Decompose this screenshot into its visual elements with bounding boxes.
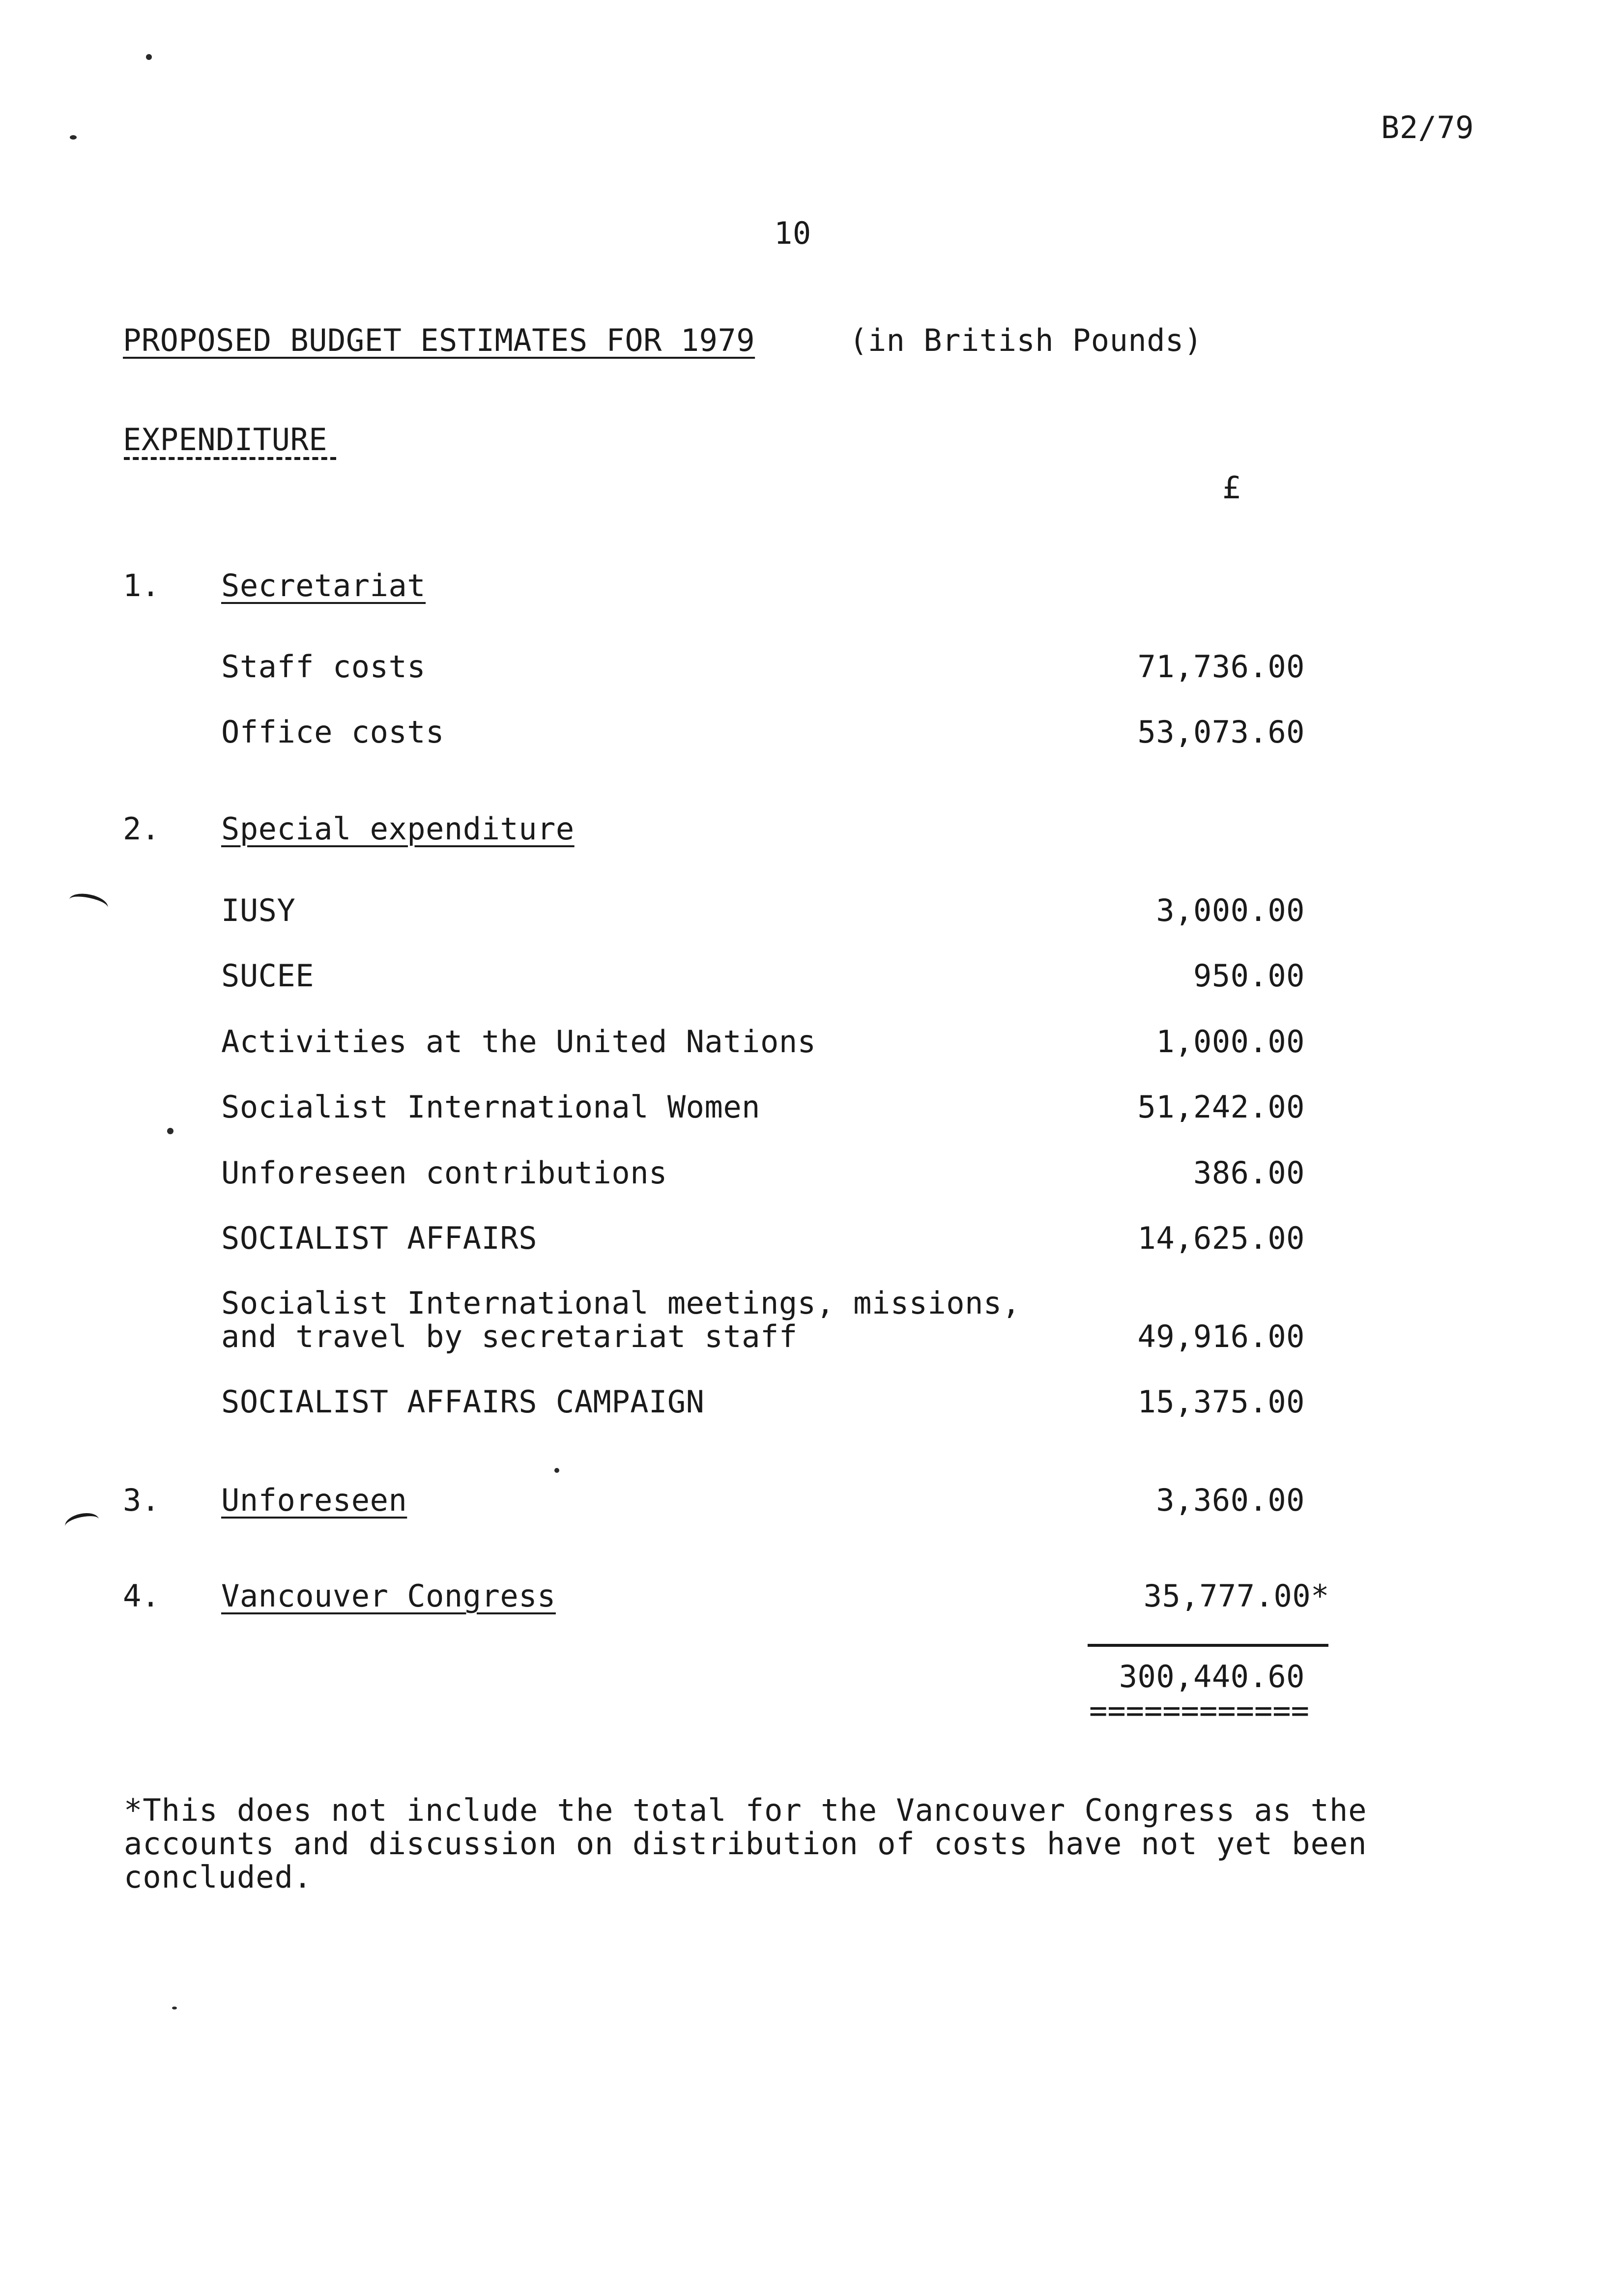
line-item-amount: 51,242.00 <box>1137 1089 1305 1125</box>
line-item-amount: 53,073.60 <box>1137 714 1305 750</box>
line-item-amount: 386.00 <box>1193 1155 1305 1191</box>
line-item-amount: 71,736.00 <box>1137 649 1305 685</box>
line-item-label: Socialist International meetings, missions, <box>221 1285 1021 1321</box>
line-item-label: Socialist International Women <box>221 1089 760 1125</box>
section-number: 3. <box>123 1482 160 1518</box>
section-heading: Unforeseen <box>221 1482 407 1518</box>
line-item-amount: 1,000.00 <box>1156 1024 1305 1060</box>
section-number: 2. <box>123 811 160 847</box>
line-item-label: SOCIALIST AFFAIRS <box>221 1220 538 1256</box>
section-amount: 35,777.00* <box>1143 1578 1329 1614</box>
scan-mark-arc <box>67 890 110 917</box>
line-item-amount: 15,375.00 <box>1137 1384 1305 1420</box>
line-item-amount: 3,000.00 <box>1156 892 1305 928</box>
scan-speck <box>172 2007 177 2009</box>
document-title: PROPOSED BUDGET ESTIMATES FOR 1979 <box>123 322 755 358</box>
section-heading: Vancouver Congress <box>221 1578 556 1614</box>
line-item-label: IUSY <box>221 892 296 928</box>
scan-speck <box>167 1128 173 1134</box>
total-rule <box>1088 1644 1328 1647</box>
document-reference: B2/79 <box>1381 110 1474 145</box>
line-item-label: Staff costs <box>221 649 426 685</box>
section-heading: Secretariat <box>221 568 426 603</box>
footnote-line: concluded. <box>124 1859 313 1895</box>
line-item-amount: 49,916.00 <box>1137 1319 1305 1354</box>
line-item-label: Unforeseen contributions <box>221 1155 667 1191</box>
footnote-line: *This does not include the total for the Vancouver Congress as the <box>124 1792 1367 1828</box>
scan-speck <box>554 1468 559 1473</box>
page-number: 10 <box>774 215 811 251</box>
line-item-amount: 950.00 <box>1193 958 1305 994</box>
line-item-label: SOCIALIST AFFAIRS CAMPAIGN <box>221 1384 705 1420</box>
currency-symbol: £ <box>1222 470 1241 506</box>
line-item-label: Activities at the United Nations <box>221 1024 816 1060</box>
expenditure-underline <box>124 457 336 460</box>
document-title-suffix: (in British Pounds) <box>849 322 1203 358</box>
grand-total: 300,440.60 <box>1119 1659 1305 1694</box>
scan-speck <box>70 135 77 140</box>
line-item-label-continued: and travel by secretariat staff <box>221 1319 798 1354</box>
section-number: 1. <box>123 568 160 603</box>
line-item-amount: 14,625.00 <box>1137 1220 1305 1256</box>
scan-speck <box>146 54 152 60</box>
section-number: 4. <box>123 1578 160 1614</box>
line-item-label: SUCEE <box>221 958 315 994</box>
footnote-line: accounts and discussion on distribution of costs have not yet been <box>124 1826 1367 1862</box>
total-double-rule: ============ <box>1089 1693 1309 1728</box>
section-heading-expenditure: EXPENDITURE <box>123 422 328 458</box>
line-item-label: Office costs <box>221 714 444 750</box>
section-amount: 3,360.00 <box>1156 1482 1305 1518</box>
section-heading: Special expenditure <box>221 811 575 847</box>
scan-mark-arc <box>63 1510 101 1535</box>
